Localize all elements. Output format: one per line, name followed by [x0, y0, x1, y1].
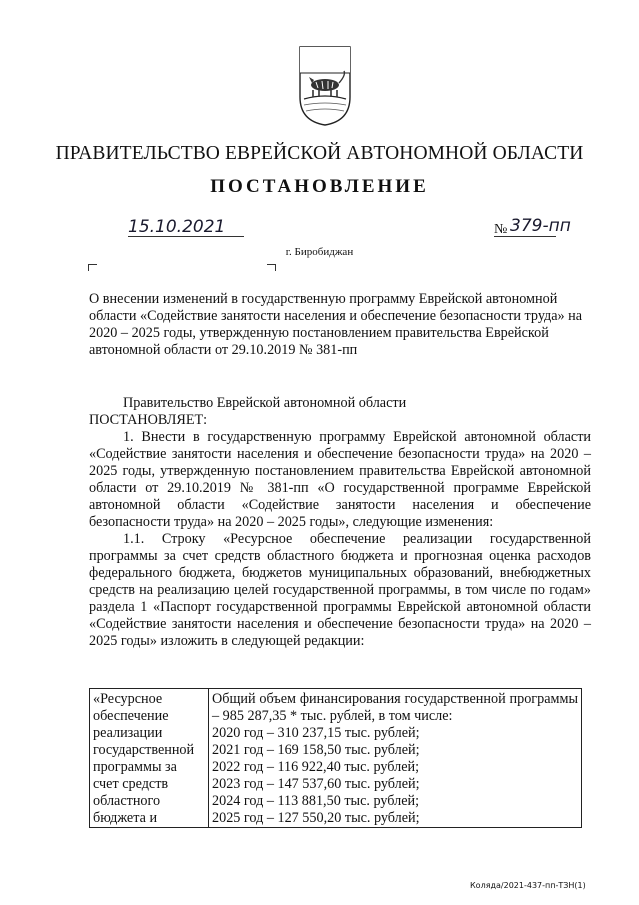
year-2022: 2022 год – 116 922,40 тыс. рублей;: [212, 759, 420, 775]
subject-corner-mark-left: [88, 264, 97, 271]
year-2025: 2025 год – 127 550,20 тыс. рублей;: [212, 810, 420, 826]
total-funding: Общий объем финансирования государственной программы – 985 287,35 * тыс. рублей, в том числе:: [212, 691, 578, 724]
decree-number: 379-пп: [510, 216, 571, 236]
decree-subject: О внесении изменений в государственную программу Еврейской автономной области «Содействие занятости населения и обеспечение безопасности труда» на 2020 – 2025 годы, утвержденную постановлением правительства Еврейской автономной области от 29.10.2019 № 381-пп: [89, 291, 583, 358]
year-2021: 2021 год – 169 158,50 тыс. рублей;: [212, 742, 420, 758]
footer-reference: Коляда/2021-437-пп-ТЗН(1): [470, 881, 586, 890]
item-1: 1. Внести в государственную программу Еврейской автономной области «Содействие занятости населения и обеспечение безопасности труда» на 2020 – 2025 годы, утвержденную постановлением правительства Еврейской автономной области от 29.10.2019 № 381-пп «О государственной программе Еврейской автономной области «Содействие занятости населения и обеспечение безопасности труда» на 2020 – 2025 годы», следующие изменения:: [89, 429, 591, 530]
date-underline: [128, 236, 244, 237]
year-2024: 2024 год – 113 881,50 тыс. рублей;: [212, 793, 420, 809]
decree-body: [89, 395, 591, 650]
number-sign: №: [494, 222, 508, 237]
table-row: [90, 689, 582, 828]
subject-corner-mark-right: [267, 264, 276, 271]
item-1-1: 1.1. Строку «Ресурсное обеспечение реализации государственной программы за счет средств областного бюджета и прогнозная оценка расходов федерального бюджета, бюджетов муниципальных образований, внебюджетных средств на реализацию целей государственной программы, в том числе по годам» раздела 1 «Паспорт государственной программы Еврейской автономной области «Содействие занятости населения и обеспечение безопасности труда» на 2020 – 2025 годы» изложить в следующей редакции:: [89, 531, 591, 649]
year-2020: 2020 год – 310 237,15 тыс. рублей;: [212, 725, 420, 741]
coat-of-arms-emblem: [298, 45, 352, 127]
funding-table: [89, 688, 582, 828]
document-type: ПОСТАНОВЛЕНИЕ: [210, 176, 429, 197]
resolves-line: ПОСТАНОВЛЯЕТ:: [89, 412, 208, 428]
row-content: [209, 689, 582, 828]
row-label: «Ресурсное обеспечение реализации государственной программы за счет средств областного бюджета и: [90, 689, 209, 828]
year-2023: 2023 год – 147 537,60 тыс. рублей;: [212, 776, 420, 792]
intro-line: Правительство Еврейской автономной области: [123, 395, 407, 411]
number-underline: [494, 236, 556, 237]
city: г. Биробиджан: [285, 246, 354, 258]
government-title: ПРАВИТЕЛЬСТВО ЕВРЕЙСКОЙ АВТОНОМНОЙ ОБЛАСТИ: [55, 143, 584, 164]
decree-date: 15.10.2021: [128, 217, 226, 237]
